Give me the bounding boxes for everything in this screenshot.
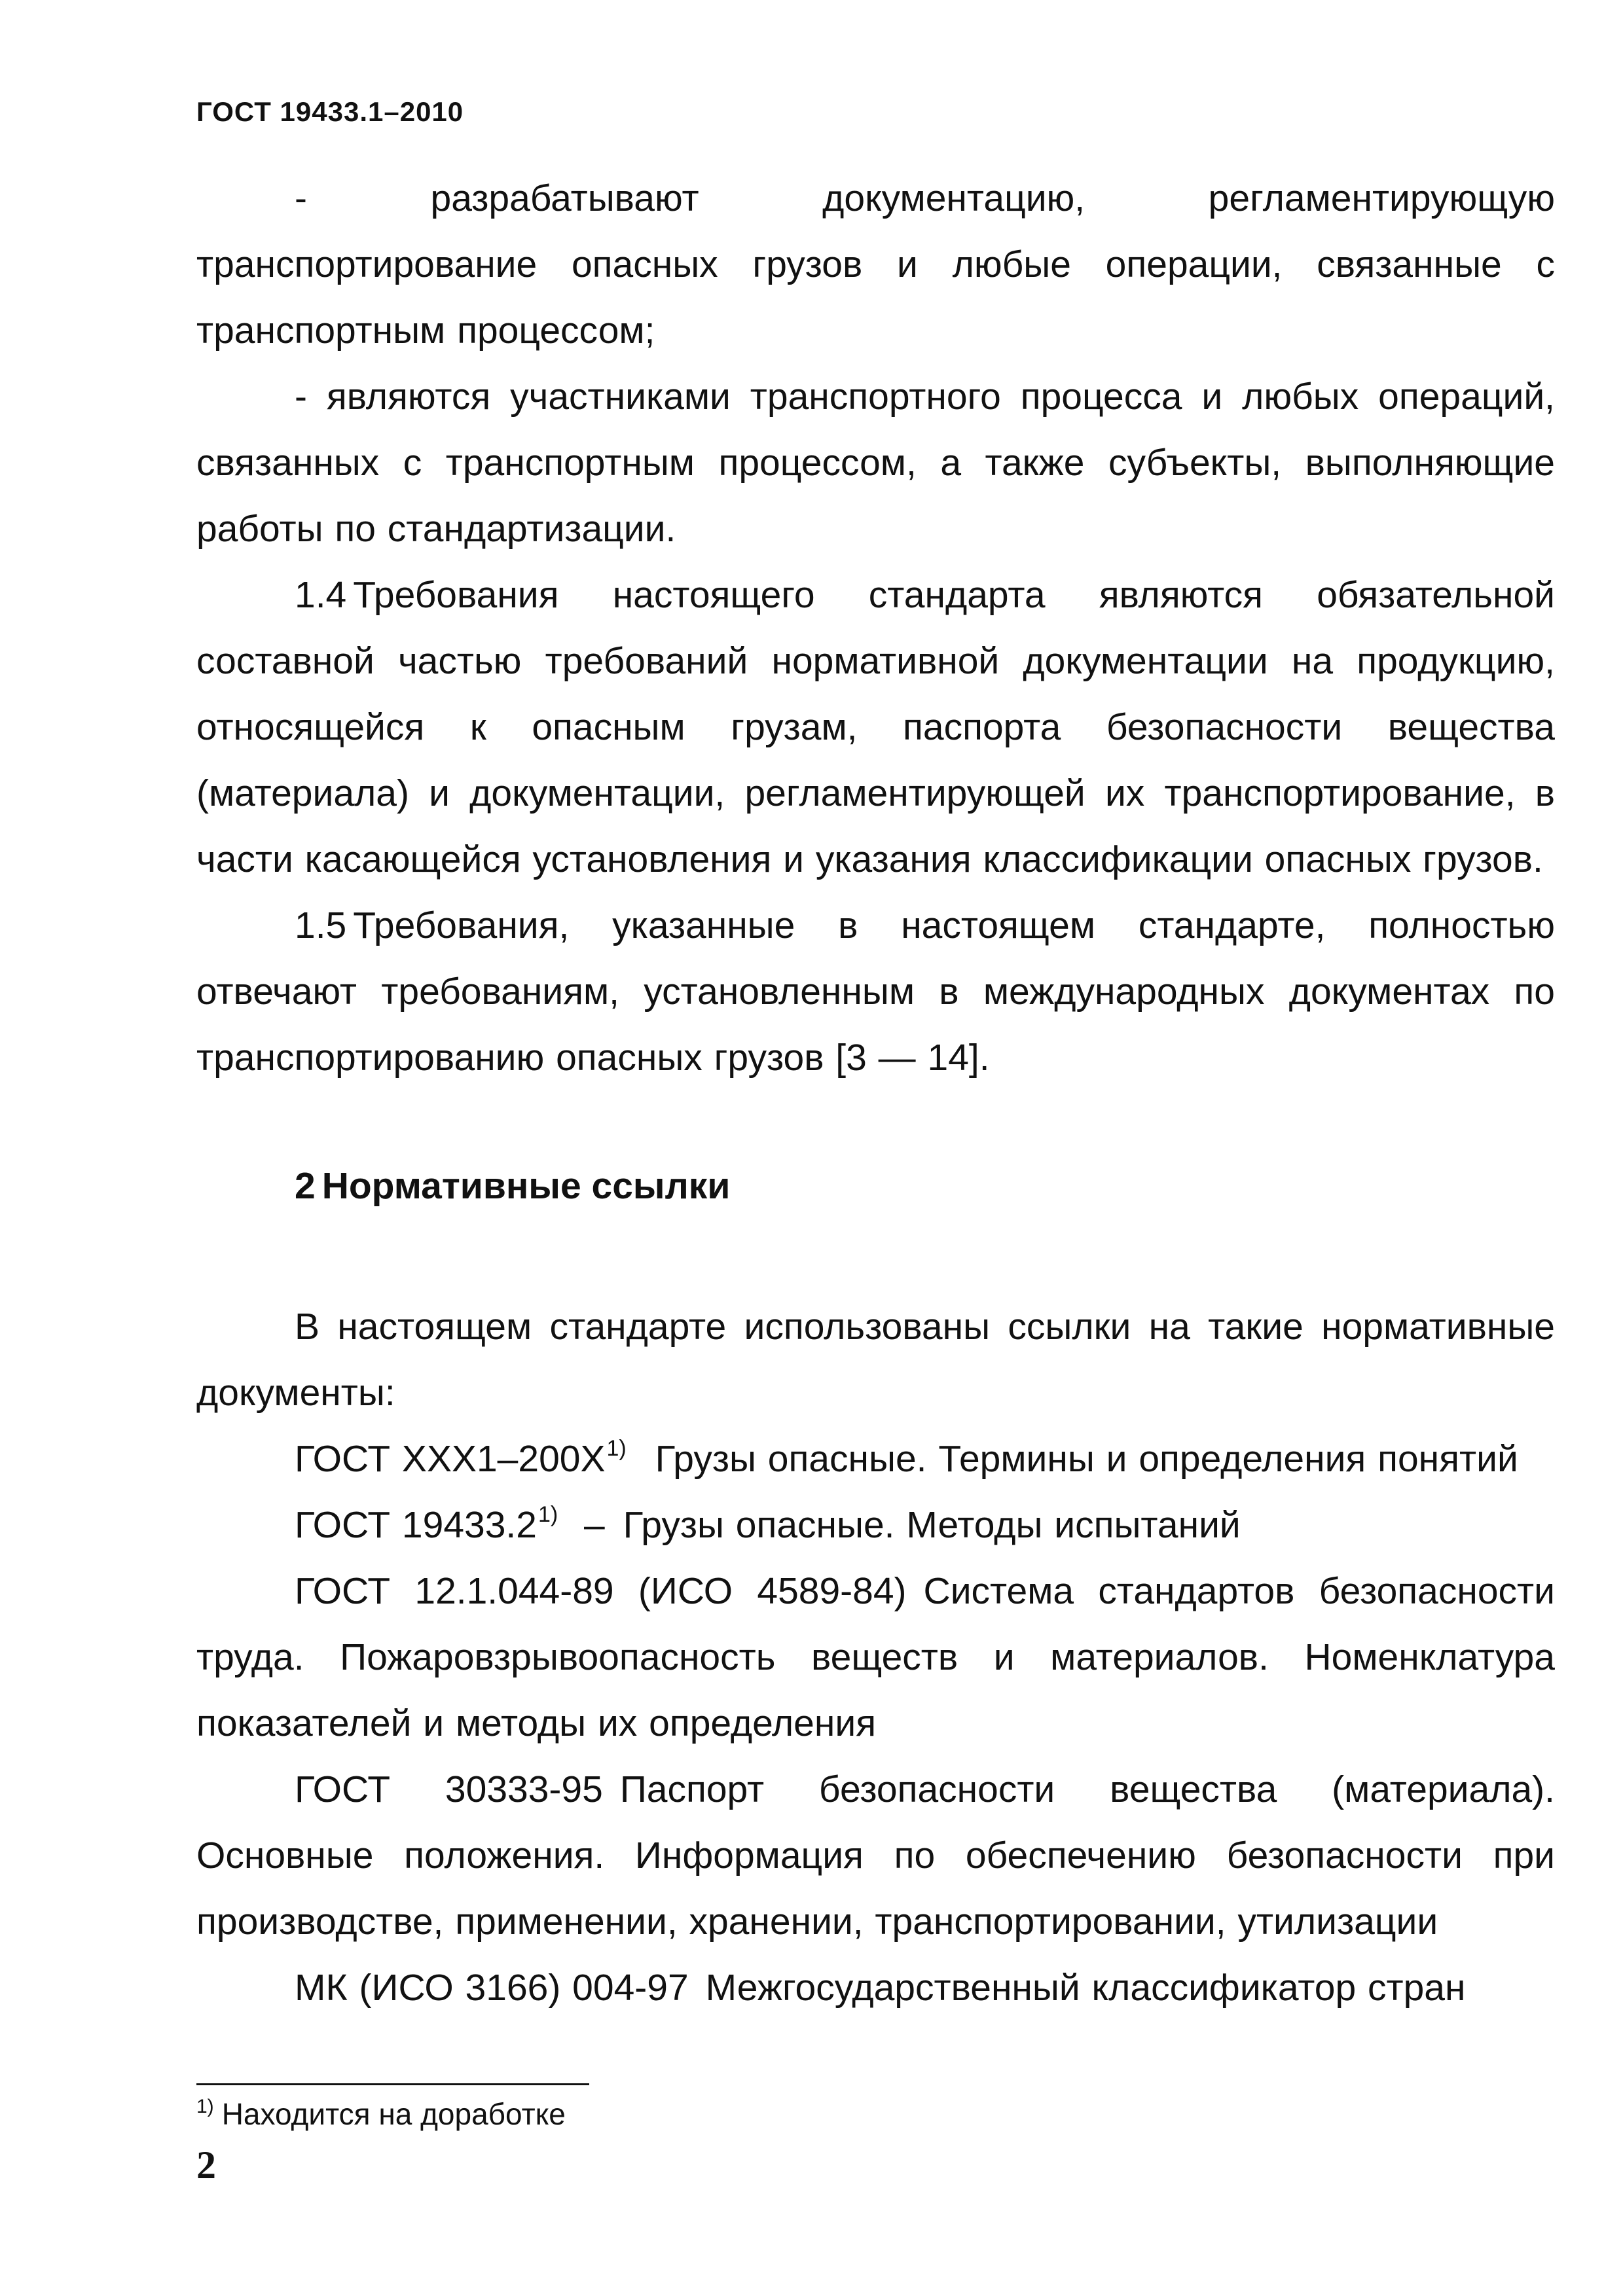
- reference-item: [196, 1757, 1555, 1955]
- body-text-block-2: [196, 1294, 1555, 2021]
- footnote: [196, 2094, 566, 2134]
- reference-item: [196, 1492, 1555, 1558]
- reference-title: Система стандартов безопасности труда. Пожаровзрывоопасность веществ и материалов. Номенклатура показателей и методы их определения: [196, 1570, 1555, 1744]
- clause-1-5-text: Требования, указанные в настоящем стандарте, полностью отвечают требованиям, установленным в международных документах по транспортированию опасных грузов [3 — 14].: [196, 905, 1555, 1079]
- footnote-mark: 1): [196, 2096, 214, 2117]
- reference-title: Грузы опасные. Методы испытаний: [623, 1504, 1241, 1546]
- running-header: ГОСТ 19433.1–2010: [196, 96, 464, 127]
- reference-title: Межгосударственный классификатор стран: [705, 1967, 1466, 2009]
- reference-title: Грузы опасные. Термины и определения понятий: [655, 1438, 1518, 1480]
- footnote-separator: [196, 2083, 589, 2085]
- section-2-title: Нормативные ссылки: [321, 1165, 731, 1207]
- body-text-block-1: [196, 166, 1555, 1091]
- footnote-text: Находится на доработке: [221, 2097, 566, 2131]
- reference-code: ГОСТ ХХХ1–200Х: [295, 1438, 606, 1480]
- references-intro: В настоящем стандарте использованы ссылки на такие нормативные документы:: [196, 1306, 1555, 1414]
- reference-code: ГОСТ 12.1.044-89 (ИСО 4589-84): [295, 1570, 907, 1612]
- bullet-participants: - являются участниками транспортного процесса и любых операций, связанных с транспортным процессом, а также субъекты, выполняющие работы по стандартизации.: [196, 376, 1555, 550]
- clause-1-4-text: Требования настоящего стандарта являются обязательной составной частью требований нормативной документации на продукцию, относящейся к опасным грузам, паспорта безопасности вещества (материала) и документации, регламентирующей их транспортирование, в части касающейся установления и указания классификации опасных грузов.: [196, 574, 1555, 880]
- clause-1-5-number: 1.5: [295, 905, 347, 946]
- reference-item: [196, 1426, 1555, 1492]
- section-2-heading: [196, 1153, 1555, 1219]
- section-2-heading-block: [196, 1153, 1555, 1219]
- reference-item: [196, 1955, 1555, 2021]
- footnote-marker: 1): [538, 1502, 558, 1527]
- reference-dash: –: [584, 1504, 605, 1546]
- reference-code: ГОСТ 30333-95: [295, 1768, 603, 1810]
- reference-code: ГОСТ 19433.2: [295, 1504, 537, 1546]
- page-number: 2: [196, 2144, 216, 2187]
- clause-1-4: [196, 562, 1555, 893]
- bullet-develop-docs: - разрабатывают документацию, регламентирующую транспортирование опасных грузов и любые операции, связанные с транспортным процессом;: [196, 177, 1555, 351]
- reference-item: [196, 1558, 1555, 1757]
- footnote-marker: 1): [606, 1436, 627, 1461]
- clause-1-4-number: 1.4: [295, 574, 347, 616]
- reference-code: МК (ИСО 3166) 004-97: [295, 1967, 689, 2009]
- reference-title: Паспорт безопасности вещества (материала). Основные положения. Информация по обеспечению безопасности при производстве, применении, хранении, транспортировании, утилизации: [196, 1768, 1555, 1943]
- section-2-number: 2: [295, 1165, 316, 1207]
- clause-1-5: [196, 893, 1555, 1091]
